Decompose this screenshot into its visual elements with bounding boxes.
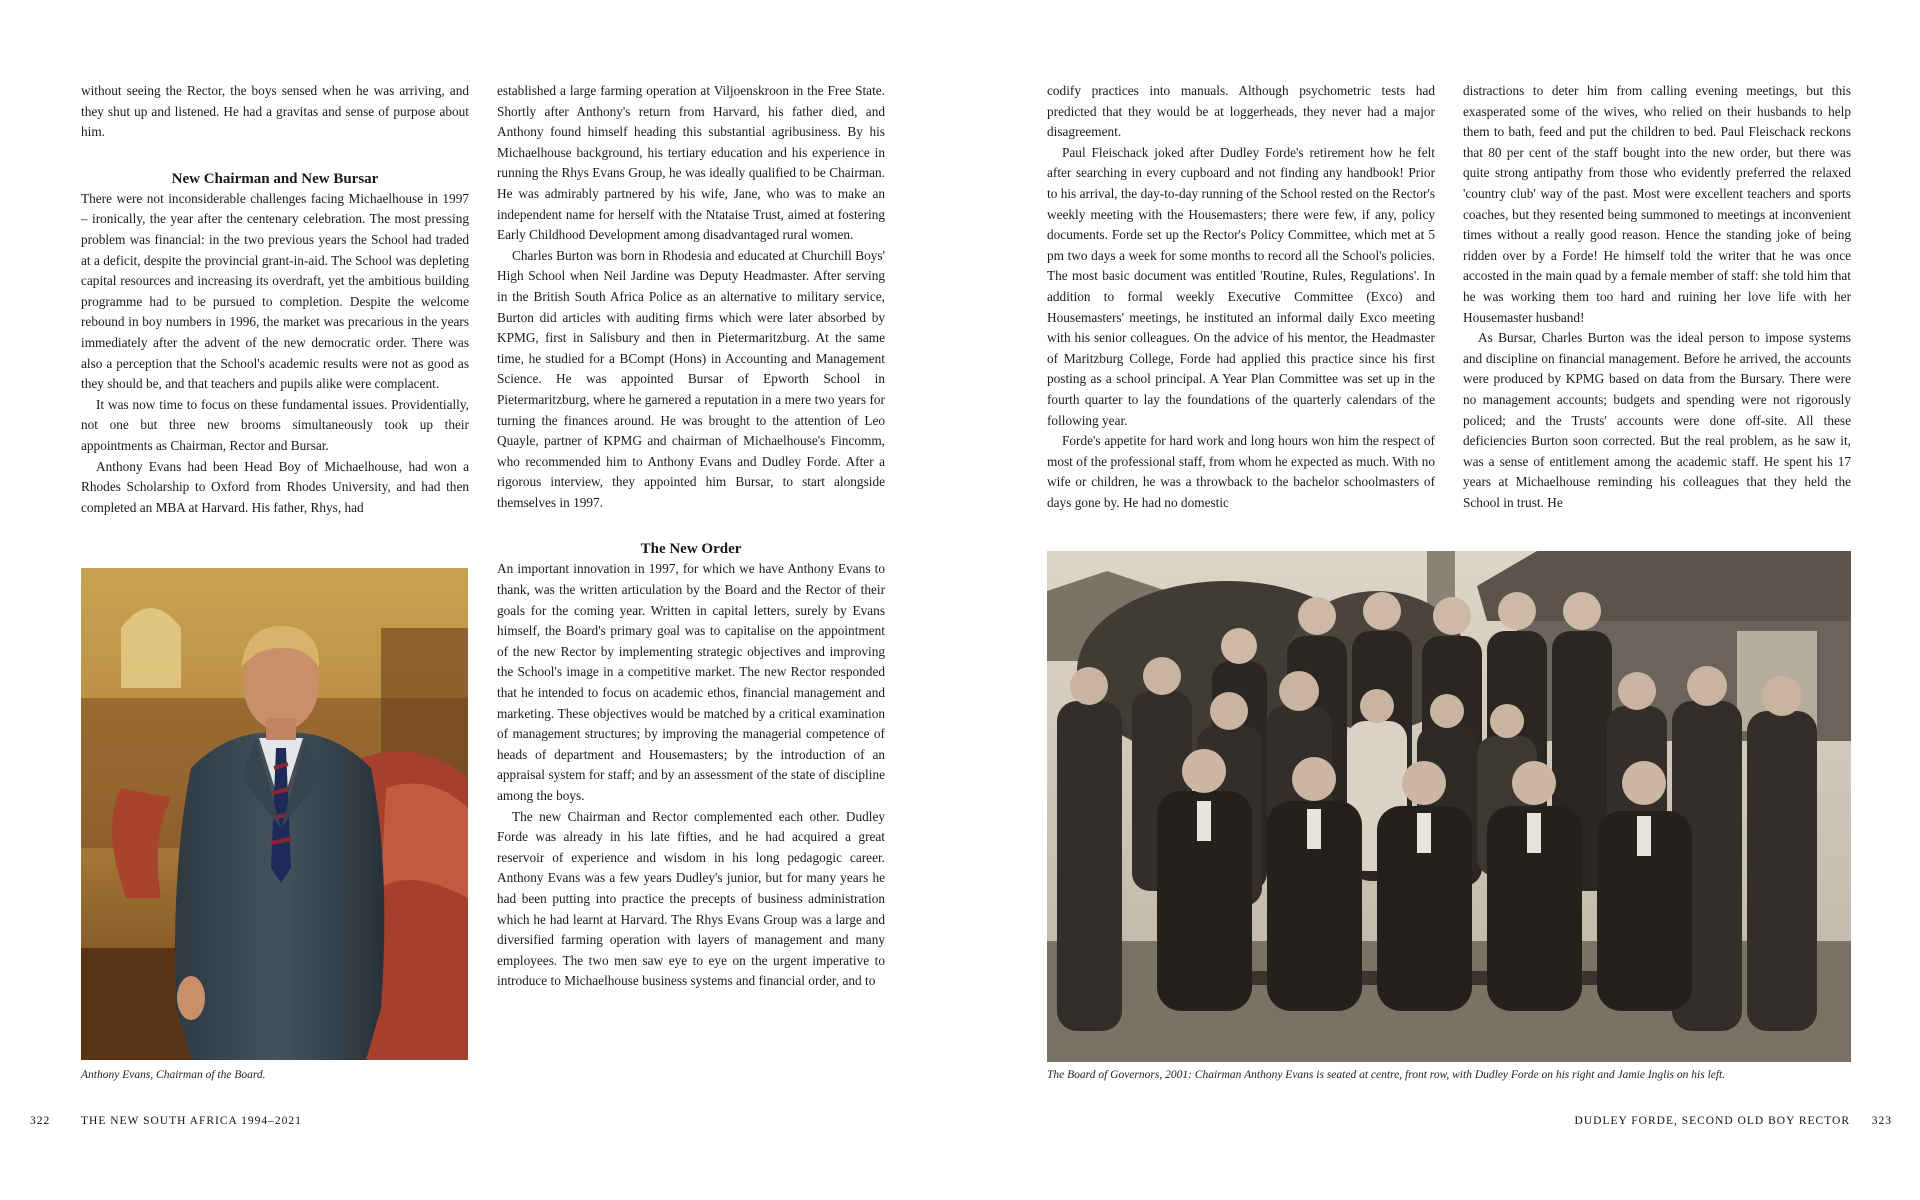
paragraph: As Bursar, Charles Burton was the ideal person to impose systems and discipline on financial management. Before he arrived, the accounts were produced by KPMG based on data from the Bursary. There were no management accounts; budgets and spending were not rigorously policed; and the Trusts' accounts were done off-site. All these deficiencies Burton soon corrected. But the real problem, as he saw it, was a sense of entitlement among the academic staff. He spent his 17 years at Michaelhouse reminding his colleagues that they held the School in trust. He: [1463, 330, 1851, 510]
paragraph: established a large farming operation at Viljoenskroon in the Free State. Shortly after Anthony's return from Harvard, his father died, and Anthony found himself heading this substantial agribusiness. By his Michaelhouse background, his tertiary education and his experience in running the Rhys Evans Group, he was ideally qualified to be Chairman. He was admirably partnered by his wife, Jane, who was to make an independent name for herself with the Ntataise Trust, aimed at fostering Early Childhood Development among disadvantaged rural women.: [497, 83, 885, 243]
portrait-painting-anthony-evans: [81, 568, 468, 1060]
paragraph: The new Chairman and Rector complemented each other. Dudley Forde was already in his late fifties, and he had acquired a great reservoir of experience and wisdom in his long pedagogic career. Anthony Evans was a few years Dudley's junior, but for many years he had been putting into practice the precepts of business administration which he had learnt at Harvard. The Rhys Evans Group was a large and diversified farming operation with layers of management and many employees. The two men saw eye to eye on the urgent imperative to introduce to Michaelhouse business systems and financial order, and to: [497, 808, 885, 989]
paragraph: without seeing the Rector, the boys sensed when he was arriving, and they shut up and listened. He had a gravitas and sense of purpose about him.: [81, 83, 469, 140]
section-heading-new-chairman: New Chairman and New Bursar: [171, 170, 379, 187]
section-heading-new-order: The New Order: [640, 541, 742, 558]
left-column-2: [497, 81, 885, 992]
portrait-caption: Anthony Evans, Chairman of the Board.: [81, 1069, 266, 1081]
right-column-2: [1463, 81, 1851, 513]
paragraph: An important innovation in 1997, for which we have Anthony Evans to thank, was the written articulation by the Board and the Rector of their goals for the coming year. Written in capital letters, surely by Evans himself, the Board's primary goal was to capitalise on the appointment of the new Rector by implementing strategic objectives and improving the School's image in a competitive market. The new Rector responded that he intended to focus on academic ethos, financial management and marketing. These objectives would be matched by a critical examination of management structures; by improving the managerial competence of heads of department and Housemasters; by the introduction of an appraisal system for staff; and by an assessment of the state of discipline among the boys.: [497, 561, 885, 803]
paragraph: Paul Fleischack joked after Dudley Forde's retirement how he felt after searching in every cupboard and not finding any handbook! Prior to his arrival, the day-to-day running of the School rested on the Rector's weekly meeting with the Housemasters; there were few, if any, policy documents. Forde set up the Rector's Policy Committee, which met at 5 pm two days a week for some months to record all the School's policies. The most basic document was entitled 'Routine, Rules, Regulations'. In addition to formal weekly Executive Committee (Exco) and Housemasters' meetings, he instituted an informal daily Exco meeting with his senior colleagues. On the advice of his mentor, the Headmaster of Maritzburg College, Forde had applied this practice since his first posting as a school principal. A Year Plan Committee was set up in the fourth quarter to lay the foundations of the quarterly calendars of the following year.: [1047, 144, 1435, 428]
page-number-right: 323: [1871, 1115, 1892, 1127]
group-photo-caption: The Board of Governors, 2001: Chairman Anthony Evans is seated at centre, front row, with Dudley Forde on his right and Jamie Inglis on his left.: [1047, 1069, 1726, 1081]
paragraph: There were not inconsiderable challenges facing Michaelhouse in 1997 – ironically, the year after the centenary celebration. The most pressing problem was financial: in the two previous years the School had traded at a deficit, despite the provincial grant-in-aid. The School was depleting capital resources and increasing its overdraft, yet the ambitious building programme had to be pursued to completion. Despite the welcome rebound in boy numbers in 1996, the market was precarious in the years immediately after the advent of the new democratic order. There was also a perception that the School's academic results were not as good as they should be, and that teachers and pupils alike were complacent.: [81, 190, 469, 392]
paragraph: Charles Burton was born in Rhodesia and educated at Churchill Boys' High School when Neil Jardine was Deputy Headmaster. After serving in the British South Africa Police as an alternative to military service, Burton did articles with auditing firms which were later absorbed by KPMG, first in Salisbury and then in Pietermaritzburg. At the same time, he studied for a BCompt (Hons) in Accounting and Management Science. He was appointed Bursar of Epworth School in Pietermaritzburg, where he garnered a reputation in a mere two years for turning the finances around. He was brought to the attention of Leo Quayle, partner of KPMG and chairman of Michaelhouse's Fincomm, who recommended him to Anthony Evans and Dudley Forde. After a rigorous interview, they appointed him Bursar, to start alongside themselves in 1997.: [497, 247, 885, 510]
running-head-left: THE NEW SOUTH AFRICA 1994–2021: [81, 1115, 302, 1127]
page-number-left: 322: [30, 1115, 51, 1127]
paragraph: Anthony Evans had been Head Boy of Michaelhouse, had won a Rhodes Scholarship to Oxford from Rhodes University, and had then completed an MBA at Harvard. His father, Rhys, had: [81, 458, 469, 515]
paragraph: distractions to deter him from calling evening meetings, but this exasperated some of the wives, who relied on their husbands to help them to bath, feed and put the children to bed. Paul Fleischack reckons that 80 per cent of the staff bought into the new order, but there was quite strong antipathy from those who evidently preferred the relaxed 'country club' way of the past. Most were excellent teachers and sports coaches, but they resented being summoned to meetings at inconvenient times without a really good reason. Hence the standing joke of being ridden over by a Forde! He himself told the writer that he was once accosted in the main quad by a female member of staff: she told him that he was working them too hard and ruining her love life with her Housemaster husband!: [1463, 83, 1851, 325]
board-of-governors-photo: [1047, 551, 1851, 1062]
right-column-1: [1047, 81, 1435, 513]
paragraph: It was now time to focus on these fundamental issues. Providentially, not one but three new brooms simultaneously took up their appointments as Chairman, Rector and Bursar.: [81, 396, 469, 453]
left-column-1: [81, 81, 469, 518]
paragraph: Forde's appetite for hard work and long hours won him the respect of most of the professional staff, from whom he expected as much. With no wife or children, he was a throwback to the bachelor schoolmasters of days gone by. He had no domestic: [1047, 433, 1435, 510]
paragraph: codify practices into manuals. Although psychometric tests had predicted that they would be at loggerheads, they never had a major disagreement.: [1047, 83, 1435, 140]
running-head-right: DUDLEY FORDE, SECOND OLD BOY RECTOR: [1574, 1115, 1850, 1127]
